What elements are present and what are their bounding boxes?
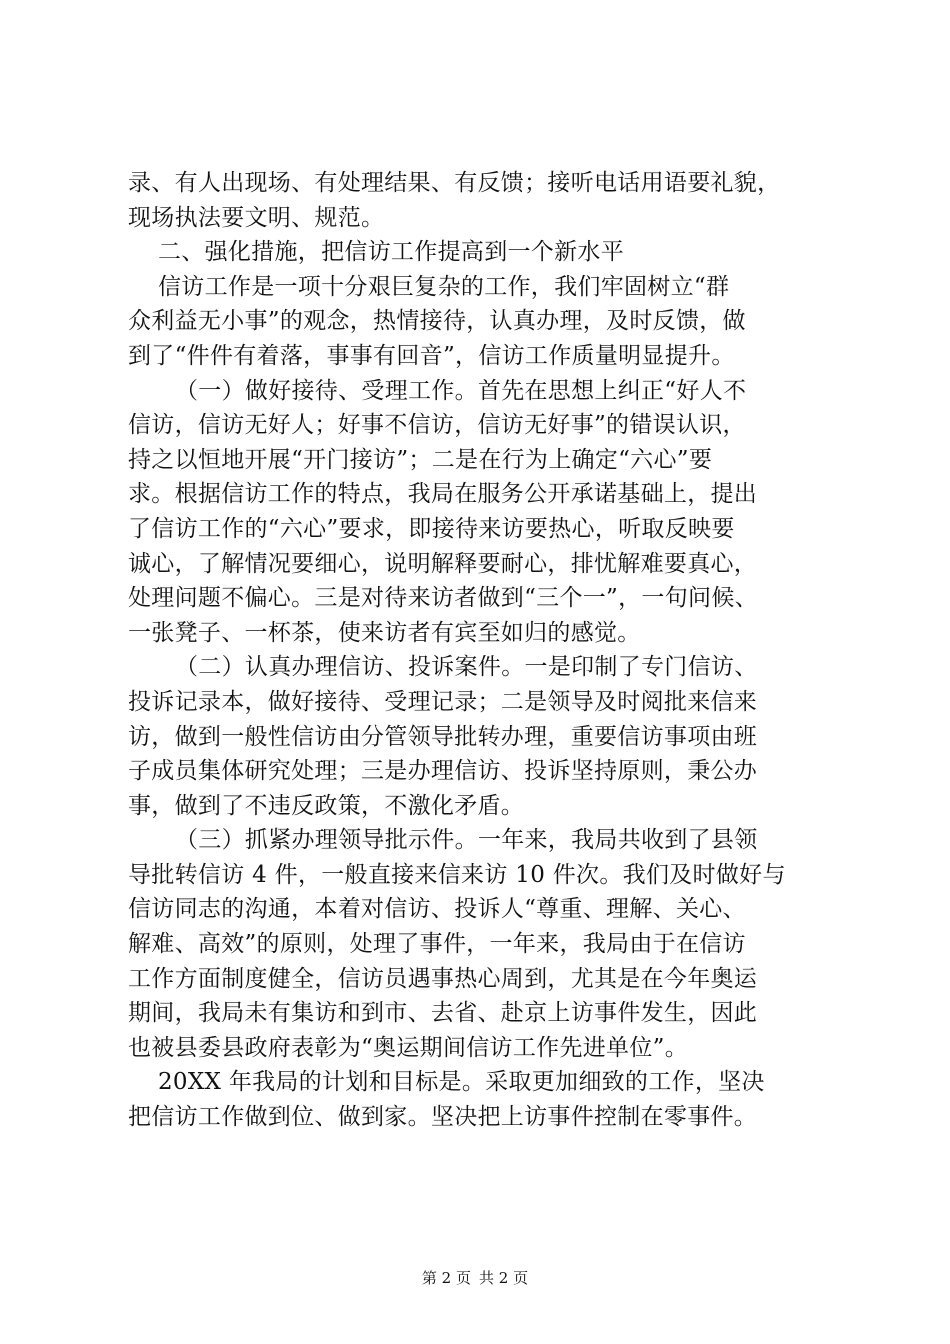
text-line: 投诉记录本，做好接待、受理记录；二是领导及时阅批来信来 bbox=[128, 688, 758, 715]
text-line: 现场执法要文明、规范。 bbox=[128, 204, 385, 231]
text-line: 众利益无小事”的观念，热情接待，认真办理，及时反馈，做 bbox=[128, 308, 746, 335]
text-line: 到了“件件有着落，事事有回音”，信访工作质量明显提升。 bbox=[128, 342, 735, 369]
text-line: 子成员集体研究处理；三是办理信访、投诉坚持原则，秉公办 bbox=[128, 758, 758, 785]
text-line: 求。根据信访工作的特点，我局在服务公开承诺基础上，提出 bbox=[128, 481, 758, 508]
text-line: 了信访工作的“六心”要求，即接待来访要热心，听取反映要 bbox=[128, 515, 735, 542]
text-line: 信访工作是一项十分艰巨复杂的工作，我们牢固树立“群 bbox=[158, 273, 730, 300]
text-line: 处理问题不偏心。三是对待来访者做到“三个一”，一句问候、 bbox=[128, 585, 758, 612]
page-footer bbox=[0, 1268, 950, 1288]
subsection-line: （一）做好接待、受理工作。首先在思想上纠正“好人不 bbox=[175, 377, 747, 404]
text-line: 工作方面制度健全，信访员遇事热心周到，尤其是在今年奥运 bbox=[128, 965, 758, 992]
text-line: 20XX 年我局的计划和目标是。采取更加细致的工作，坚决 bbox=[158, 1069, 765, 1096]
subsection-line: （三）抓紧办理领导批示件。一年来，我局共收到了县领 bbox=[175, 827, 758, 854]
section-heading: 二、强化措施，把信访工作提高到一个新水平 bbox=[158, 239, 624, 266]
text-line: 录、有人出现场、有处理结果、有反馈；接听电话用语要礼貌， bbox=[128, 170, 781, 196]
text-line: 期间，我局未有集访和到市、去省、赴京上访事件发生，因此 bbox=[128, 1000, 758, 1027]
subsection-line: （二）认真办理信访、投诉案件。一是印制了专门信访、 bbox=[175, 654, 758, 681]
page-number: 第 2 页 bbox=[421, 1269, 471, 1287]
page-total: 共 2 页 bbox=[479, 1269, 529, 1287]
text-line: 事，做到了不违反政策，不激化矛盾。 bbox=[128, 792, 525, 819]
text-line: 诚心，了解情况要细心，说明解释要耐心，排忧解难要真心， bbox=[128, 550, 758, 577]
text-line: 信访，信访无好人；好事不信访，信访无好事”的错误认识， bbox=[128, 412, 746, 439]
text-line: 也被县委县政府表彰为“奥运期间信访工作先进单位”。 bbox=[128, 1034, 689, 1061]
text-line: 解难、高效”的原则，处理了事件，一年来，我局由于在信访 bbox=[128, 931, 746, 958]
document-body bbox=[128, 166, 848, 1135]
text-line: 把信访工作做到位、做到家。坚决把上访事件控制在零事件。 bbox=[128, 1104, 758, 1131]
text-line: 一张凳子、一杯茶，使来访者有宾至如归的感觉。 bbox=[128, 619, 641, 646]
text-line: 导批转信访 4 件，一般直接来信来访 10 件次。我们及时做好与 bbox=[128, 861, 786, 888]
text-line: 持之以恒地开展“开门接访”；二是在行为上确定“六心”要 bbox=[128, 446, 713, 473]
text-line: 信访同志的沟通，本着对信访、投诉人“尊重、理解、关心、 bbox=[128, 896, 746, 923]
text-line: 访，做到一般性信访由分管领导批转办理，重要信访事项由班 bbox=[128, 723, 758, 750]
